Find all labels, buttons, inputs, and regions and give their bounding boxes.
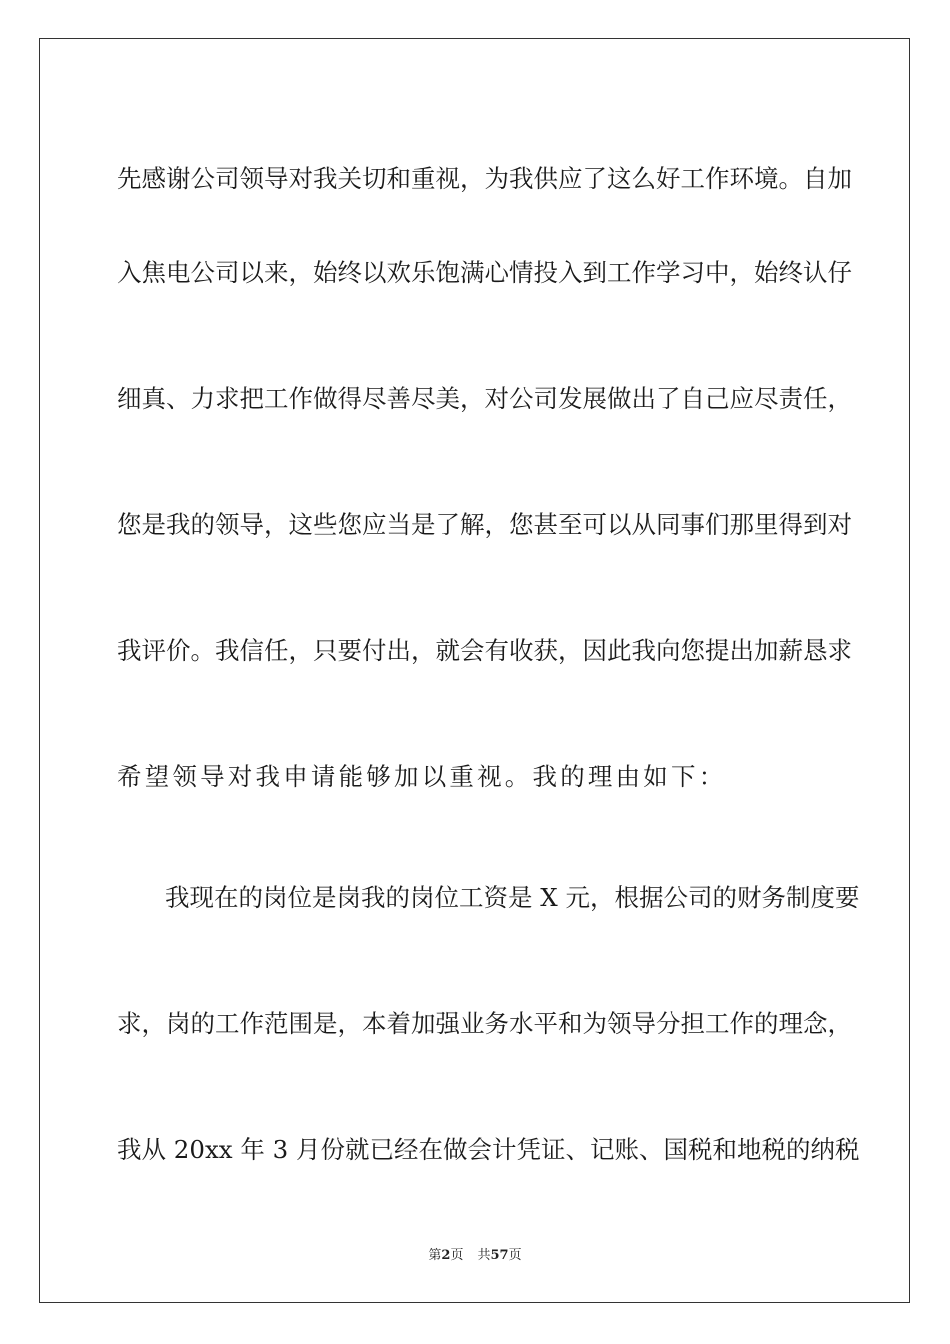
page-suffix: 页 [450, 1248, 464, 1263]
text-line-8: 求，岗的工作范围是，本着加强业务水平和为领导分担工作的理念， [117, 1009, 852, 1038]
page-border [39, 38, 910, 1303]
text-line-5: 我评价。我信任，只要付出，就会有收获，因此我向您提出加薪恳求 [117, 636, 852, 665]
page-prefix: 第 [428, 1248, 442, 1263]
total-prefix: 共 [477, 1248, 491, 1263]
text-line-9: 我从 20xx 年 3 月份就已经在做会计凭证、记账、国税和地税的纳税 [117, 1135, 860, 1164]
text-line-1: 先感谢公司领导对我关切和重视，为我供应了这么好工作环境。自加 [117, 164, 852, 193]
page-footer [0, 1247, 950, 1265]
total-pages: 57 [490, 1248, 509, 1263]
text-line-4: 您是我的领导，这些您应当是了解，您甚至可以从同事们那里得到对 [117, 510, 852, 539]
text-line-3: 细真、力求把工作做得尽善尽美，对公司发展做出了自己应尽责任， [117, 384, 852, 413]
text-line-2: 入焦电公司以来，始终以欢乐饱满心情投入到工作学习中，始终认仔 [117, 258, 852, 287]
text-line-7-indented: 我现在的岗位是岗我的岗位工资是 X 元，根据公司的财务制度要 [165, 883, 860, 912]
total-suffix: 页 [508, 1248, 522, 1263]
text-line-6: 希望领导对我申请能够加以重视。我的理由如下： [117, 762, 727, 791]
page-number: 2 [441, 1248, 451, 1263]
